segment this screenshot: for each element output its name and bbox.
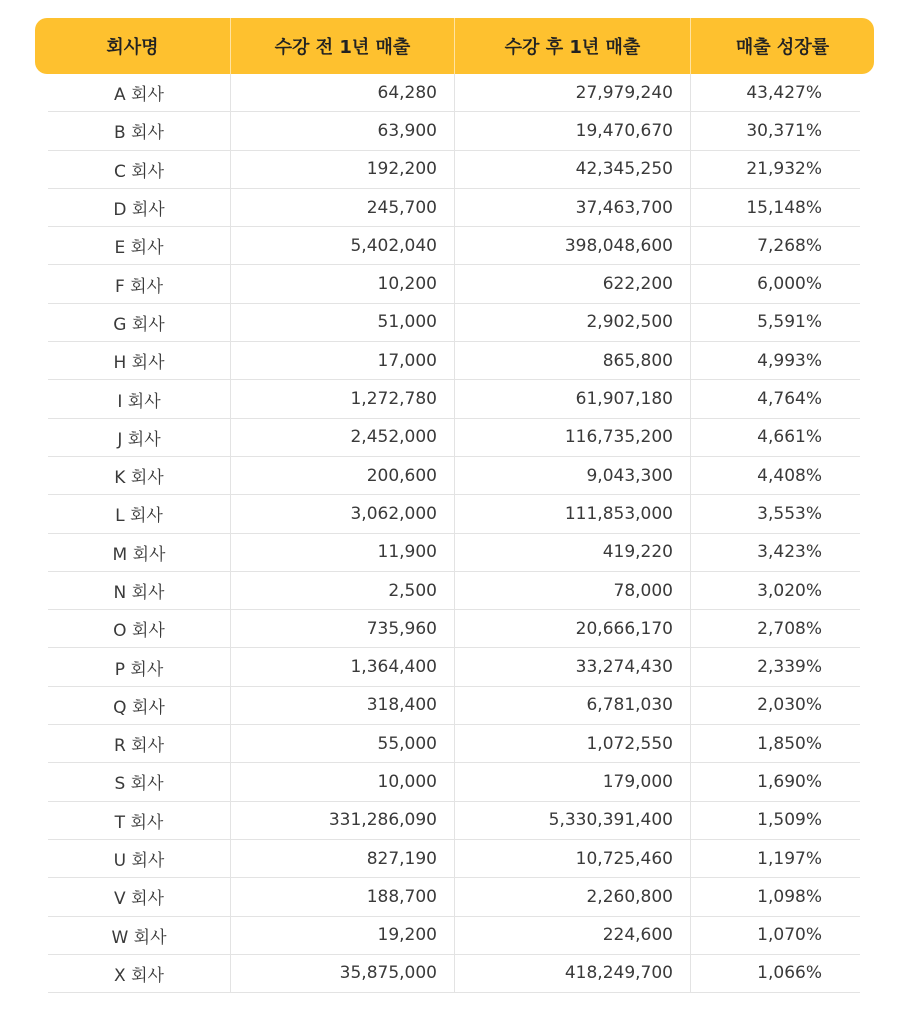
cell-sales-before: 1,272,780 (230, 380, 454, 417)
cell-growth-rate: 1,066% (690, 955, 860, 992)
table-row (48, 495, 860, 533)
cell-growth-rate: 15,148% (690, 189, 860, 226)
table-row (48, 610, 860, 648)
header-sales-after: 수강 후 1년 매출 (454, 18, 690, 74)
cell-sales-before: 10,000 (230, 763, 454, 800)
table-row (48, 572, 860, 610)
cell-growth-rate: 4,993% (690, 342, 860, 379)
cell-sales-before: 188,700 (230, 878, 454, 915)
cell-sales-before: 17,000 (230, 342, 454, 379)
cell-company-name: J 회사 (117, 429, 161, 450)
cell-sales-after: 10,725,460 (454, 840, 690, 877)
cell-growth-rate: 1,197% (690, 840, 860, 877)
cell-sales-after: 224,600 (454, 917, 690, 954)
cell-sales-after: 5,330,391,400 (454, 802, 690, 839)
cell-sales-before: 318,400 (230, 687, 454, 724)
cell-company-name: S 회사 (114, 774, 164, 795)
cell-growth-rate: 1,070% (690, 917, 860, 954)
cell-sales-after: 419,220 (454, 534, 690, 571)
table-row (48, 955, 860, 993)
cell-company-name: F 회사 (114, 276, 164, 297)
cell-sales-after: 6,781,030 (454, 687, 690, 724)
cell-company-name: U 회사 (113, 851, 165, 872)
cell-sales-before: 192,200 (230, 151, 454, 188)
cell-sales-before: 11,900 (230, 534, 454, 571)
table-row (48, 74, 860, 112)
cell-company-name: H 회사 (113, 353, 165, 374)
cell-sales-before: 245,700 (230, 189, 454, 226)
table-row (48, 687, 860, 725)
cell-growth-rate: 2,339% (690, 648, 860, 685)
cell-company-name: W 회사 (111, 927, 167, 948)
table-row (48, 342, 860, 380)
table-row (48, 648, 860, 686)
cell-growth-rate: 2,708% (690, 610, 860, 647)
cell-sales-after: 398,048,600 (454, 227, 690, 264)
table-row (48, 763, 860, 801)
cell-company-name: Q 회사 (113, 697, 165, 718)
cell-company-name: E 회사 (114, 238, 164, 259)
cell-sales-before: 55,000 (230, 725, 454, 762)
cell-growth-rate: 3,423% (690, 534, 860, 571)
cell-sales-before: 2,500 (230, 572, 454, 609)
cell-growth-rate: 4,661% (690, 419, 860, 456)
cell-sales-before: 5,402,040 (230, 227, 454, 264)
cell-sales-after: 179,000 (454, 763, 690, 800)
header-company-name: 회사명 (106, 37, 159, 58)
cell-company-name: L 회사 (115, 506, 163, 527)
table-row (48, 380, 860, 418)
cell-company-name: C 회사 (113, 161, 165, 182)
table-row (48, 840, 860, 878)
cell-sales-after: 2,260,800 (454, 878, 690, 915)
cell-sales-after: 622,200 (454, 265, 690, 302)
cell-sales-after: 61,907,180 (454, 380, 690, 417)
cell-sales-after: 27,979,240 (454, 74, 690, 111)
cell-sales-after: 111,853,000 (454, 495, 690, 532)
cell-growth-rate: 2,030% (690, 687, 860, 724)
cell-company-name: B 회사 (114, 123, 164, 144)
cell-growth-rate: 1,098% (690, 878, 860, 915)
table-row (48, 457, 860, 495)
table-row (48, 725, 860, 763)
cell-growth-rate: 5,591% (690, 304, 860, 341)
cell-growth-rate: 1,690% (690, 763, 860, 800)
table-row (48, 878, 860, 916)
cell-company-name: I 회사 (117, 391, 161, 412)
cell-sales-before: 735,960 (230, 610, 454, 647)
cell-sales-before: 331,286,090 (230, 802, 454, 839)
cell-sales-after: 1,072,550 (454, 725, 690, 762)
table-row (48, 802, 860, 840)
cell-sales-after: 19,470,670 (454, 112, 690, 149)
cell-company-name: R 회사 (113, 736, 165, 757)
cell-sales-after: 865,800 (454, 342, 690, 379)
cell-sales-before: 51,000 (230, 304, 454, 341)
table-row (48, 151, 860, 189)
cell-sales-before: 3,062,000 (230, 495, 454, 532)
cell-growth-rate: 3,020% (690, 572, 860, 609)
cell-sales-before: 35,875,000 (230, 955, 454, 992)
table-row (48, 534, 860, 572)
cell-sales-before: 200,600 (230, 457, 454, 494)
cell-sales-after: 42,345,250 (454, 151, 690, 188)
cell-sales-before: 63,900 (230, 112, 454, 149)
table-header (35, 18, 874, 74)
cell-growth-rate: 1,850% (690, 725, 860, 762)
cell-sales-after: 9,043,300 (454, 457, 690, 494)
cell-sales-after: 20,666,170 (454, 610, 690, 647)
cell-company-name: D 회사 (113, 200, 165, 221)
cell-sales-before: 2,452,000 (230, 419, 454, 456)
cell-sales-after: 116,735,200 (454, 419, 690, 456)
cell-growth-rate: 4,408% (690, 457, 860, 494)
cell-company-name: O 회사 (113, 621, 165, 642)
table-body (48, 74, 860, 993)
cell-sales-before: 1,364,400 (230, 648, 454, 685)
cell-company-name: M 회사 (112, 544, 166, 565)
cell-growth-rate: 43,427% (690, 74, 860, 111)
cell-sales-before: 19,200 (230, 917, 454, 954)
cell-sales-after: 78,000 (454, 572, 690, 609)
table-row (48, 419, 860, 457)
table-row (48, 189, 860, 227)
cell-company-name: X 회사 (114, 965, 164, 986)
cell-sales-after: 33,274,430 (454, 648, 690, 685)
cell-company-name: G 회사 (113, 314, 165, 335)
cell-sales-after: 37,463,700 (454, 189, 690, 226)
cell-growth-rate: 6,000% (690, 265, 860, 302)
cell-growth-rate: 7,268% (690, 227, 860, 264)
cell-company-name: K 회사 (114, 468, 164, 489)
header-sales-before: 수강 전 1년 매출 (230, 18, 454, 74)
table-row (48, 304, 860, 342)
cell-sales-before: 10,200 (230, 265, 454, 302)
cell-growth-rate: 1,509% (690, 802, 860, 839)
cell-sales-before: 827,190 (230, 840, 454, 877)
sales-growth-table (35, 18, 874, 993)
cell-company-name: A 회사 (114, 85, 164, 106)
table-row (48, 227, 860, 265)
table-row (48, 265, 860, 303)
header-growth-rate: 매출 성장률 (690, 18, 874, 74)
cell-growth-rate: 21,932% (690, 151, 860, 188)
cell-sales-before: 64,280 (230, 74, 454, 111)
cell-sales-after: 2,902,500 (454, 304, 690, 341)
cell-growth-rate: 3,553% (690, 495, 860, 532)
cell-growth-rate: 30,371% (690, 112, 860, 149)
cell-sales-after: 418,249,700 (454, 955, 690, 992)
cell-company-name: N 회사 (113, 583, 165, 603)
cell-company-name: T 회사 (114, 812, 164, 833)
table-row (48, 917, 860, 955)
cell-growth-rate: 4,764% (690, 380, 860, 417)
table-row (48, 112, 860, 150)
cell-company-name: V 회사 (114, 889, 164, 910)
cell-company-name: P 회사 (114, 659, 164, 680)
